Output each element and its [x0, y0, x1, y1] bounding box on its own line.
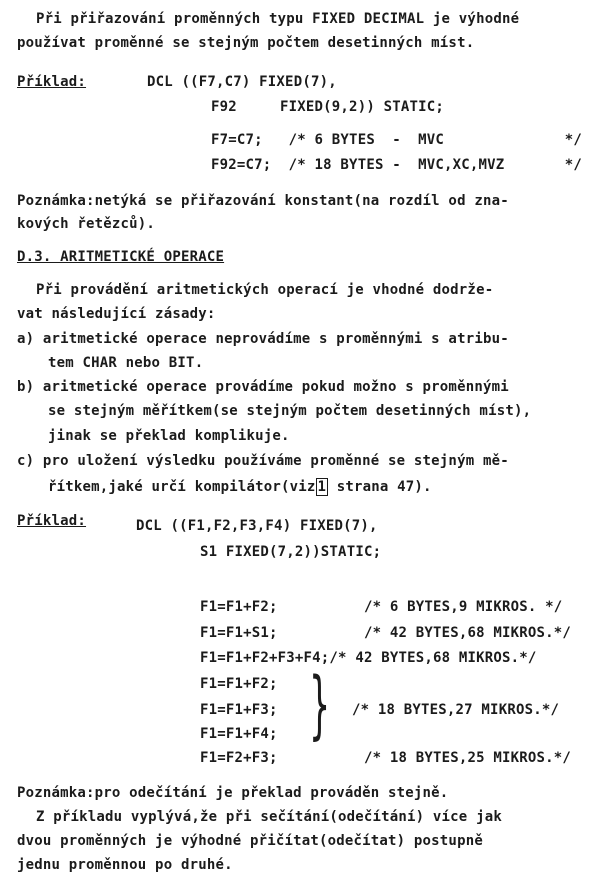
note-line: dvou proměnných je výhodné přičítat(odečítat) postupně — [17, 833, 483, 849]
paragraph-line: vat následující zásady: — [17, 306, 216, 322]
code-line: F1=F1+F2+F3+F4;/* 42 BYTES,68 MIKROS.*/ — [200, 650, 537, 666]
code-line: F92=C7; /* 18 BYTES - MVC,XC,MVZ */ — [211, 157, 583, 173]
list-item-c-cont — [48, 478, 432, 496]
list-item-c-text: strana 47). — [328, 479, 432, 495]
code-line: DCL ((F7,C7) FIXED(7), — [147, 74, 337, 90]
code-line: S1 FIXED(7,2))STATIC; — [200, 544, 382, 560]
list-item-a-cont: tem CHAR nebo BIT. — [48, 355, 204, 371]
note-line: jednu proměnnou po druhé. — [17, 857, 233, 873]
code-line: F7=C7; /* 6 BYTES - MVC */ — [211, 132, 583, 148]
code-line: F1=F2+F3; /* 18 BYTES,25 MIKROS.*/ — [200, 750, 572, 766]
code-line: F1=F1+S1; /* 42 BYTES,68 MIKROS.*/ — [200, 625, 572, 641]
paragraph-line: Při provádění aritmetických operací je vhodné dodrže- — [36, 282, 494, 298]
note-line: Poznámka:pro odečítání je překlad prováděn stejně. — [17, 785, 449, 801]
example-label: Příklad: — [17, 513, 87, 529]
intro-line-1: Při přiřazování proměnných typu FIXED DECIMAL je výhodné — [36, 11, 520, 27]
code-line: F1=F1+F3; — [200, 702, 278, 718]
list-item-c: c) pro uložení výsledku používáme proměnné se stejným mě- — [17, 453, 509, 469]
list-item-a: a) aritmetické operace neprovádíme s proměnnými s atribu- — [17, 331, 509, 347]
example-label: Příklad: — [17, 74, 87, 90]
code-line: DCL ((F1,F2,F3,F4) FIXED(7), — [136, 518, 378, 534]
list-item-c-text: řítkem,jaké určí kompilátor(viz — [48, 479, 316, 495]
note-line: Poznámka:netýká se přiřazování konstant(na rozdíl od zna- — [17, 193, 509, 209]
code-comment: /* 18 BYTES,27 MIKROS.*/ — [352, 702, 560, 718]
right-brace-icon: } — [309, 662, 331, 748]
note-line: kových řetězců). — [17, 216, 156, 232]
code-line: F1=F1+F4; — [200, 726, 278, 742]
code-line: F1=F1+F2; — [200, 676, 278, 692]
intro-line-2: používat proměnné se stejným počtem desetinných míst. — [17, 35, 475, 51]
section-heading: D.3. ARITMETICKÉ OPERACE — [17, 249, 225, 265]
code-line: F1=F1+F2; /* 6 BYTES,9 MIKROS. */ — [200, 599, 563, 615]
list-item-b: b) aritmetické operace provádíme pokud možno s proměnnými — [17, 379, 509, 395]
list-item-b-cont: se stejným měřítkem(se stejným počtem desetinných míst), — [48, 403, 532, 419]
code-line: F92 FIXED(9,2)) STATIC; — [211, 99, 444, 115]
list-item-b-cont: jinak se překlad komplikuje. — [48, 428, 290, 444]
reference-number: 1 — [317, 479, 327, 495]
note-line: Z příkladu vyplývá,že při sečítání(odečítání) více jak — [36, 809, 502, 825]
